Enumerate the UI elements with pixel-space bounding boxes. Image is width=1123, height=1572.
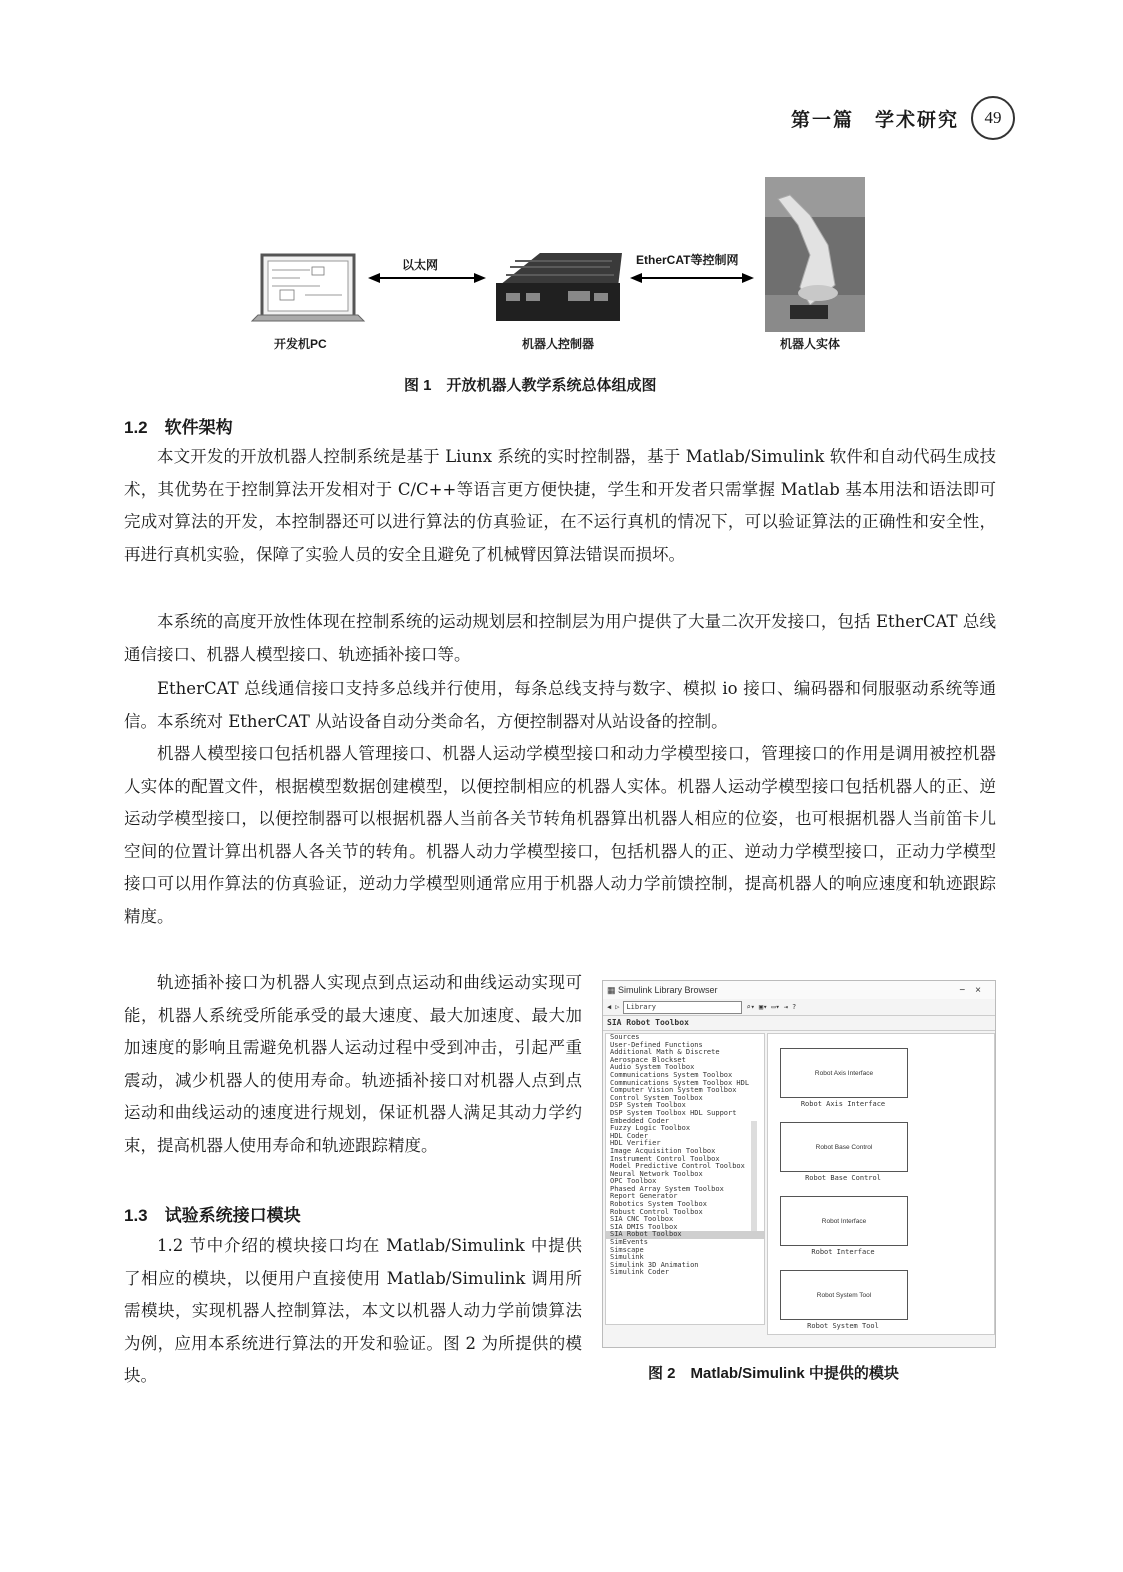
laptop-image xyxy=(252,255,364,321)
tree-item[interactable]: Model Predictive Control Toolbox xyxy=(610,1162,745,1171)
library-block-name: Robot Base Control xyxy=(805,1174,881,1182)
tree-item[interactable]: Report Generator xyxy=(610,1192,678,1201)
figure-2-caption: 图 2 Matlab/Simulink 中提供的模块 xyxy=(648,1365,899,1382)
search-icon[interactable]: ⌕▾ xyxy=(746,1003,755,1011)
library-block[interactable]: Robot Axis Interface xyxy=(780,1048,908,1098)
tree-item[interactable]: SIA CNC Toolbox xyxy=(610,1215,674,1224)
tree-item[interactable]: Sources xyxy=(610,1033,640,1041)
back-arrow-icon[interactable]: ◀ xyxy=(607,1003,612,1011)
tree-item[interactable]: Simulink Coder xyxy=(610,1268,670,1277)
library-block[interactable]: Robot Interface xyxy=(780,1196,908,1246)
tree-item[interactable]: DSP System Toolbox xyxy=(610,1101,686,1110)
tree-item[interactable]: Image Acquisition Toolbox xyxy=(610,1146,716,1155)
tree-item[interactable]: Neural Network Toolbox xyxy=(610,1169,703,1178)
library-block-name: Robot Interface xyxy=(811,1248,875,1256)
tree-item[interactable]: Phased Array System Toolbox xyxy=(610,1184,724,1193)
library-block[interactable]: Robot System Tool xyxy=(780,1270,908,1320)
minimize-icon[interactable]: − xyxy=(959,984,976,996)
tree-item[interactable]: User-Defined Functions xyxy=(610,1040,703,1049)
library-block[interactable]: Robot Base Control xyxy=(780,1122,908,1172)
tree-item[interactable]: SIA DMIS Toolbox xyxy=(610,1222,678,1231)
tree-item[interactable]: Additional Math & Discrete xyxy=(610,1048,720,1057)
ethercat-label: EtherCAT等控制网 xyxy=(636,253,739,267)
tree-item[interactable]: Embedded Coder xyxy=(610,1116,670,1125)
forward-arrow-icon[interactable]: ▷ xyxy=(615,1003,620,1011)
running-header xyxy=(791,96,1015,140)
app-icon: ▦ xyxy=(607,984,619,995)
figure-1-diagram xyxy=(250,175,870,355)
block-panel xyxy=(767,1033,995,1335)
paragraph-3: EtherCAT 总线通信接口支持多总线并行使用，每条总线支持与数字、模拟 io 接口、编码器和伺服驱动系统等通信。本系统对 EtherCAT 从站设备自动分类命名，方便控制器对从站设备的控制。 xyxy=(124,679,996,731)
tree-item[interactable]: Robust Control Toolbox xyxy=(610,1207,703,1216)
library-block-name: Robot System Tool xyxy=(807,1322,879,1330)
close-icon[interactable]: × xyxy=(975,984,991,996)
tree-item[interactable]: Communications System Toolbox xyxy=(610,1070,733,1079)
tree-scrollbar[interactable] xyxy=(751,1121,757,1231)
ethernet-arrow xyxy=(368,273,486,283)
browser-toolbar xyxy=(603,999,995,1016)
library-block-name: Robot Axis Interface xyxy=(800,1100,886,1108)
simulink-library-browser xyxy=(602,980,996,1348)
paragraph-6: 1.2 节中介绍的模块接口均在 Matlab/Simulink 中提供了相应的模块，以便用户直接使用 Matlab/Simulink 调用所需模块，实现机器人控制算法，本文以机器人动力学前馈算法为例，应用本系统进行算法的开发和验证。图 2 为所提供的模块。 xyxy=(124,1236,582,1385)
tree-item[interactable]: Instrument Control Toolbox xyxy=(610,1154,720,1163)
tree-item[interactable]: Communications System Toolbox HDL xyxy=(610,1078,750,1087)
tree-item[interactable]: Aerospace Blockset xyxy=(610,1055,686,1064)
pin-icon[interactable]: ⇥ xyxy=(783,1003,788,1011)
tree-item[interactable]: Simscape xyxy=(610,1245,644,1254)
ethernet-label: 以太网 xyxy=(402,258,439,272)
tree-item[interactable]: Robotics System Toolbox xyxy=(610,1200,707,1209)
tree-item[interactable]: Simulink xyxy=(610,1253,644,1262)
section-heading-1-2: 1.2 软件架构 xyxy=(124,418,233,437)
search-input[interactable]: Library xyxy=(623,1001,742,1014)
page-number: 49 xyxy=(971,96,1015,140)
tree-item[interactable]: DSP System Toolbox HDL Support xyxy=(610,1108,737,1117)
tree-item[interactable]: Computer Vision System Toolbox xyxy=(610,1086,737,1095)
section-heading-1-3: 1.3 试验系统接口模块 xyxy=(124,1206,301,1225)
tree-item[interactable]: Audio System Toolbox xyxy=(610,1063,695,1072)
window-title: Simulink Library Browser xyxy=(618,985,718,995)
tree-item[interactable]: HDL Verifier xyxy=(610,1139,661,1148)
tree-item[interactable]: SimEvents xyxy=(610,1238,648,1247)
paragraph-4: 机器人模型接口包括机器人管理接口、机器人运动学模型接口和动力学模型接口，管理接口的作用是调用被控机器人实体的配置文件，根据模型数据创建模型，以便控制相应的机器人实体。机器人运动学模型接口包括机器人的正、逆运动学模型接口，以便控制器可以根据机器人当前各关节转角机器算出机器人相应的位姿，也可根据机器人当前笛卡儿空间的位置计算出机器人各关节的转角。机器人动力学模型接口，包括机器人的正、逆动力学模型接口，正动力学模型接口可以用作算法的仿真验证，逆动力学模型则通常应用于机器人动力学前馈控制，提高机器人的响应速度和轨迹跟踪精度。 xyxy=(124,744,996,926)
paragraph-2: 本系统的高度开放性体现在控制系统的运动规划层和控制层为用户提供了大量二次开发接口，包括 EtherCAT 总线通信接口、机器人模型接口、轨迹插补接口等。 xyxy=(124,612,996,664)
tree-item[interactable]: OPC Toolbox xyxy=(610,1177,657,1186)
pc-label: 开发机PC xyxy=(274,337,327,351)
tree-item[interactable]: Simulink 3D Animation xyxy=(610,1260,699,1269)
breadcrumb: SIA Robot Toolbox xyxy=(603,1016,995,1031)
library-tree[interactable] xyxy=(605,1033,765,1325)
help-icon[interactable]: ? xyxy=(791,1003,797,1011)
tree-item[interactable]: Fuzzy Logic Toolbox xyxy=(610,1124,691,1133)
figure-1 xyxy=(250,175,870,355)
controller-image xyxy=(496,253,622,321)
open-icon[interactable]: ▭▾ xyxy=(771,1003,780,1011)
header-title: 第一篇 学术研究 xyxy=(790,108,959,131)
figure-1-caption: 图 1 开放机器人教学系统总体组成图 xyxy=(404,377,657,394)
controller-label: 机器人控制器 xyxy=(522,337,595,351)
ethercat-arrow xyxy=(630,273,754,283)
paragraph-5: 轨迹插补接口为机器人实现点到点运动和曲线运动实现可能，机器人系统受所能承受的最大速度、最大加速度、最大加加速度的影响且需避免机器人运动过程中受到冲击，引起严重震动，减少机器人的使用寿命。轨迹插补接口对机器人点到点运动和曲线运动的速度进行规划，保证机器人满足其动力学约束，提高机器人使用寿命和轨迹跟踪精度。 xyxy=(124,973,582,1155)
new-model-icon[interactable]: ▣▾ xyxy=(758,1003,768,1011)
paragraph-1: 本文开发的开放机器人控制系统是基于 Liunx 系统的实时控制器，基于 Matlab/Simulink 软件和自动代码生成技术，其优势在于控制算法开发相对于 C/C++等语言更方便快捷，学生和开发者只需掌握 Matlab 基本用法和语法即可完成对算法的开发，本控制器还可以进行算法的仿真验证，在不运行真机的情况下，可以验证算法的正确性和安全性，再进行真机实验，保障了实验人员的安全且避免了机械臂因算法错误而损坏。 xyxy=(124,447,996,564)
tree-item[interactable]: HDL Coder xyxy=(610,1131,648,1140)
robot-photo xyxy=(765,177,865,332)
window-controls xyxy=(959,985,991,996)
window-titlebar xyxy=(603,981,995,999)
tree-item[interactable]: SIA Robot Toolbox xyxy=(606,1231,764,1239)
tree-item[interactable]: Control System Toolbox xyxy=(610,1093,703,1102)
robot-label: 机器人实体 xyxy=(780,337,841,351)
